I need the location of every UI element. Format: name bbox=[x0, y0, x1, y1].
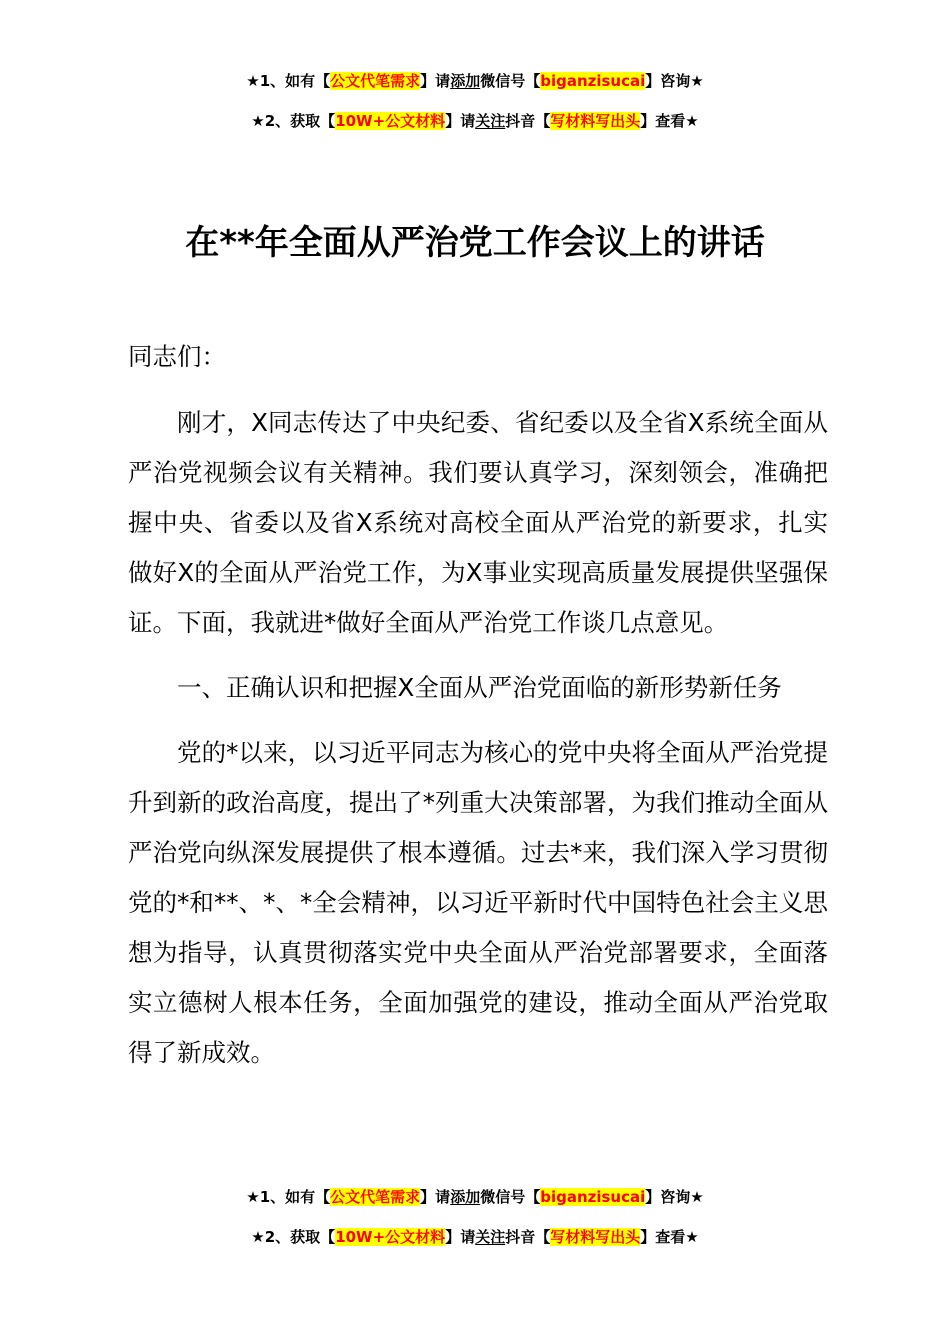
promo-text: 】请 bbox=[420, 1188, 451, 1206]
promo-text: 】请 bbox=[420, 72, 451, 90]
promo-text: 微信号【 bbox=[480, 72, 541, 90]
promo-highlight: biganzisucai bbox=[540, 1188, 646, 1206]
promo-text: 抖音【 bbox=[505, 112, 551, 130]
section-heading: 一、正确认识和把握X全面从严治党面临的新形势新任务 bbox=[177, 673, 782, 702]
promo-text: ★1、如有【 bbox=[246, 1188, 331, 1206]
promo-line-2 bbox=[0, 1227, 950, 1247]
promo-line-2 bbox=[0, 111, 950, 131]
promo-text: ★2、获取【 bbox=[251, 112, 336, 130]
promo-highlight: biganzisucai bbox=[540, 72, 646, 90]
promo-emphasis: 关注 bbox=[475, 1228, 506, 1246]
promo-emphasis: 关注 bbox=[475, 112, 506, 130]
promo-line-1 bbox=[0, 71, 950, 91]
promo-emphasis: 添加 bbox=[450, 72, 481, 90]
promo-text: 】查看★ bbox=[640, 1228, 699, 1246]
promo-highlight: 写材料写出头 bbox=[550, 112, 641, 130]
promo-text: 】查看★ bbox=[640, 112, 699, 130]
document-body bbox=[128, 332, 828, 1078]
promo-text: 】咨询★ bbox=[645, 72, 704, 90]
promo-text: 】咨询★ bbox=[645, 1188, 704, 1206]
promo-highlight: 公文代笔需求 bbox=[330, 1188, 421, 1206]
salutation: 同志们： bbox=[128, 342, 226, 371]
promo-line-1 bbox=[0, 1187, 950, 1207]
promo-text: 抖音【 bbox=[505, 1228, 551, 1246]
promo-highlight: 公文代笔需求 bbox=[330, 72, 421, 90]
promo-highlight: 10W+公文材料 bbox=[335, 1228, 446, 1246]
promo-text: ★2、获取【 bbox=[251, 1228, 336, 1246]
promo-emphasis: 添加 bbox=[450, 1188, 481, 1206]
promo-highlight: 写材料写出头 bbox=[550, 1228, 641, 1246]
promo-text: 】请 bbox=[445, 1228, 476, 1246]
promo-text: 】请 bbox=[445, 112, 476, 130]
document-title: 在**年全面从严治党工作会议上的讲话 bbox=[185, 222, 765, 263]
header-promo bbox=[0, 71, 950, 131]
promo-text: 微信号【 bbox=[480, 1188, 541, 1206]
body-paragraph: 党的*以来，以习近平同志为核心的党中央将全面从严治党提升到新的政治高度，提出了*列重大决策部署，为我们推动全面从严治党向纵深发展提供了根本遵循。过去*来，我们深入学习贯彻党的*和**、*、*全会精神，以习近平新时代中国特色社会主义思想为指导，认真贯彻落实党中央全面从严治党部署要求，全面落实立德树人根本任务，全面加强党的建设，推动全面从严治党取得了新成效。 bbox=[128, 738, 828, 1067]
promo-text: ★1、如有【 bbox=[246, 72, 331, 90]
footer-promo bbox=[0, 1187, 950, 1247]
body-paragraph: 刚才，X同志传达了中央纪委、省纪委以及全省X系统全面从严治党视频会议有关精神。我们要认真学习，深刻领会，准确把握中央、省委以及省X系统对高校全面从严治党的新要求，扎实做好X的全面从严治党工作，为X事业实现高质量发展提供坚强保证。下面，我就进*做好全面从严治党工作谈几点意见。 bbox=[128, 408, 828, 637]
promo-highlight: 10W+公文材料 bbox=[335, 112, 446, 130]
